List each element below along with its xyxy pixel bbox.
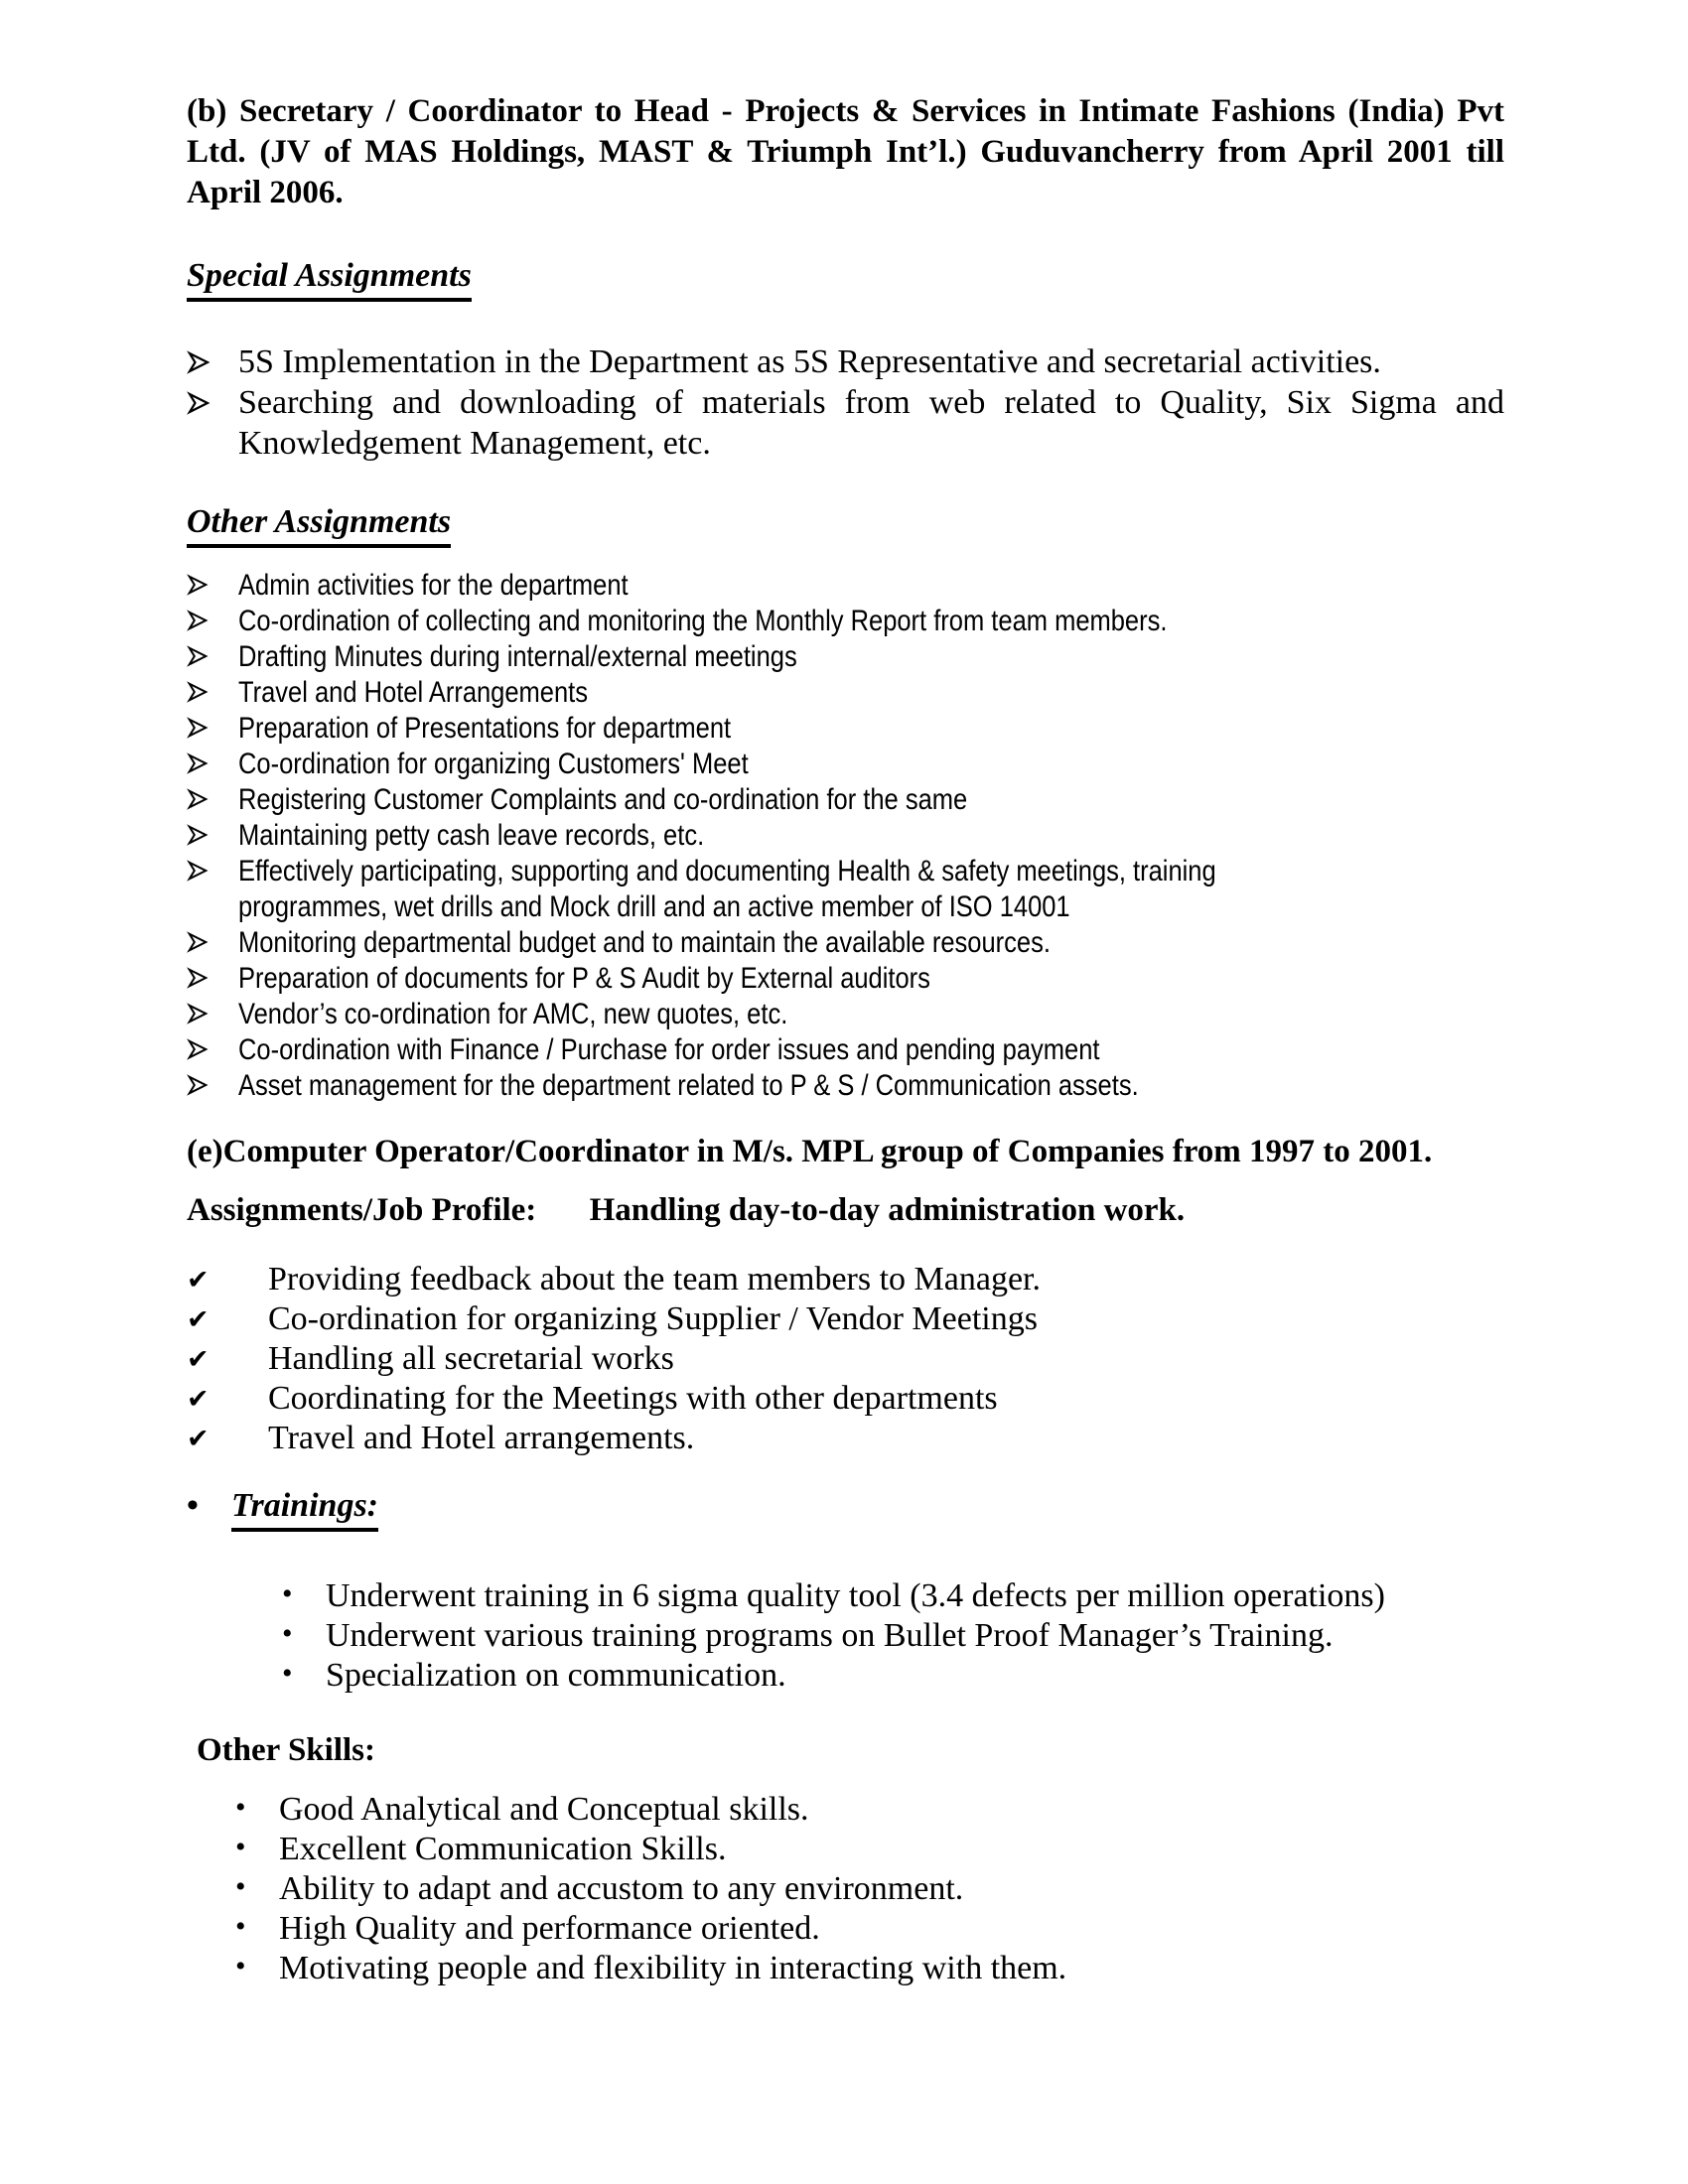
check-bullet-icon: ✔ — [187, 1424, 210, 1454]
list-item-text: Underwent training in 6 sigma quality tool (3.4 defects per million operations) — [326, 1577, 1385, 1614]
list-item — [187, 1380, 1504, 1420]
check-bullet-icon: ✔ — [187, 1384, 210, 1415]
list-item-text: Good Analytical and Conceptual skills. — [279, 1791, 809, 1828]
list-item — [235, 1870, 1504, 1910]
list-item — [187, 1340, 1504, 1380]
arrow-bullet-icon — [187, 961, 238, 990]
list-item — [187, 747, 1504, 782]
list-item — [187, 604, 1504, 639]
list-item — [187, 1420, 1504, 1459]
list-item-text: Excellent Communication Skills. — [279, 1831, 727, 1867]
list-item — [235, 1910, 1504, 1950]
dot-bullet-icon: • — [235, 1910, 246, 1943]
list-item-text: Providing feedback about the team members to Manager. — [268, 1261, 1041, 1297]
other-skills-list — [187, 1791, 1504, 1989]
trainings-list — [187, 1577, 1504, 1697]
list-item — [187, 997, 1504, 1032]
list-item — [187, 341, 1504, 382]
list-item-text: Ability to adapt and accustom to any environment. — [279, 1870, 964, 1907]
list-item-text: Maintaining petty cash leave records, etc. — [238, 819, 705, 852]
list-item — [187, 925, 1504, 961]
list-item — [187, 382, 1504, 464]
special-assignments-list — [187, 341, 1504, 464]
other-skills-heading: Other Skills: — [197, 1732, 376, 1768]
list-item — [282, 1657, 1504, 1697]
list-item — [187, 1032, 1504, 1068]
dot-bullet-icon: • — [282, 1657, 293, 1690]
dot-bullet-icon: • — [235, 1831, 246, 1863]
list-item-text: Asset management for the department related to P & S / Communication assets. — [238, 1069, 1139, 1102]
list-item-text: Co-ordination of collecting and monitoring the Monthly Report from team members. — [238, 605, 1168, 637]
check-bullet-icon: ✔ — [187, 1344, 210, 1375]
list-item-text: Searching and downloading of materials from web related to Quality, Six Sigma and Knowledgement Management, etc. — [238, 384, 1504, 462]
dot-bullet-icon: • — [235, 1791, 246, 1824]
arrow-bullet-icon — [187, 997, 238, 1025]
arrow-bullet-icon — [187, 854, 238, 883]
arrow-bullet-icon — [187, 711, 238, 740]
dot-bullet-icon: • — [235, 1870, 246, 1903]
other-assignments-list — [187, 568, 1504, 1104]
arrow-bullet-icon — [187, 925, 238, 954]
arrow-bullet-icon — [187, 818, 238, 847]
list-item-text: Motivating people and flexibility in interacting with them. — [279, 1950, 1067, 1986]
list-item-text: Admin activities for the department — [238, 569, 629, 602]
list-item-text: Underwent various training programs on Bullet Proof Manager’s Training. — [326, 1617, 1334, 1654]
arrow-bullet-icon — [187, 747, 238, 775]
list-item-text: Coordinating for the Meetings with other departments — [268, 1380, 998, 1417]
list-item-text: Preparation of documents for P & S Audit by External auditors — [238, 962, 930, 995]
arrow-bullet-icon — [187, 675, 238, 704]
arrow-bullet-icon — [187, 1032, 238, 1061]
dot-bullet-icon: • — [235, 1950, 246, 1982]
arrow-bullet-icon — [187, 604, 238, 632]
list-item-text: Handling all secretarial works — [268, 1340, 674, 1377]
check-bullet-icon: ✔ — [187, 1304, 210, 1335]
list-item-text: Registering Customer Complaints and co-ordination for the same — [238, 783, 968, 816]
dot-bullet-icon: • — [187, 1487, 199, 1524]
list-item — [187, 1068, 1504, 1104]
list-item — [187, 854, 1504, 925]
other-assignments-heading: Other Assignments — [187, 503, 1504, 548]
list-item-text: 5S Implementation in the Department as 5S Representative and secretarial activities. — [238, 343, 1381, 380]
list-item-text: Vendor’s co-ordination for AMC, new quotes, etc. — [238, 998, 788, 1030]
arrow-bullet-icon — [187, 782, 238, 811]
dot-bullet-icon: • — [282, 1577, 293, 1610]
list-item-text: Effectively participating, supporting and documenting Health & safety meetings, training programmes, wet drills and Mock drill and an active member of ISO 14001 — [238, 855, 1216, 923]
list-item — [187, 1300, 1504, 1340]
job-profile-line — [187, 1192, 1504, 1229]
list-item — [282, 1577, 1504, 1617]
list-item-text: High Quality and performance oriented. — [279, 1910, 820, 1947]
job-e-duties-list — [187, 1261, 1504, 1459]
list-item-text: Co-ordination for organizing Supplier / Vendor Meetings — [268, 1300, 1038, 1337]
list-item — [187, 782, 1504, 818]
job-b-heading: (b) Secretary / Coordinator to Head - Projects & Services in Intimate Fashions (India) Pvt Ltd. (JV of MAS Holdings, MAST & Triumph Int’l.) Guduvancherry from April 2001 till April 2006. — [187, 93, 1504, 210]
list-item — [235, 1791, 1504, 1831]
list-item — [187, 1261, 1504, 1300]
list-item — [187, 711, 1504, 747]
special-assignments-heading: Special Assignments — [187, 257, 1504, 302]
list-item — [187, 675, 1504, 711]
list-item — [187, 639, 1504, 675]
list-item — [187, 818, 1504, 854]
list-item-text: Travel and Hotel arrangements. — [268, 1420, 695, 1456]
arrow-bullet-icon — [187, 639, 238, 668]
list-item-text: Drafting Minutes during internal/external meetings — [238, 640, 797, 673]
list-item — [235, 1831, 1504, 1870]
job-e-heading: (e)Computer Operator/Coordinator in M/s. MPL group of Companies from 1997 to 2001. — [187, 1134, 1433, 1169]
list-item-text: Co-ordination for organizing Customers' Meet — [238, 748, 749, 780]
list-item-text: Monitoring departmental budget and to maintain the available resources. — [238, 926, 1051, 959]
arrow-bullet-icon — [187, 382, 238, 416]
arrow-bullet-icon — [187, 1068, 238, 1097]
dot-bullet-icon: • — [282, 1617, 293, 1650]
arrow-bullet-icon — [187, 568, 238, 597]
list-item — [187, 568, 1504, 604]
list-item — [187, 961, 1504, 997]
check-bullet-icon: ✔ — [187, 1265, 210, 1296]
list-item-text: Specialization on communication. — [326, 1657, 786, 1694]
list-item — [282, 1617, 1504, 1657]
job-profile-value: Handling day-to-day administration work. — [589, 1192, 1186, 1228]
list-item-text: Travel and Hotel Arrangements — [238, 676, 588, 709]
list-item — [235, 1950, 1504, 1989]
list-item-text: Preparation of Presentations for department — [238, 712, 732, 745]
list-item-text: Co-ordination with Finance / Purchase for order issues and pending payment — [238, 1033, 1100, 1066]
trainings-heading: • Trainings: — [187, 1487, 1504, 1532]
job-profile-label: Assignments/Job Profile: — [187, 1192, 537, 1228]
arrow-bullet-icon — [187, 341, 238, 375]
